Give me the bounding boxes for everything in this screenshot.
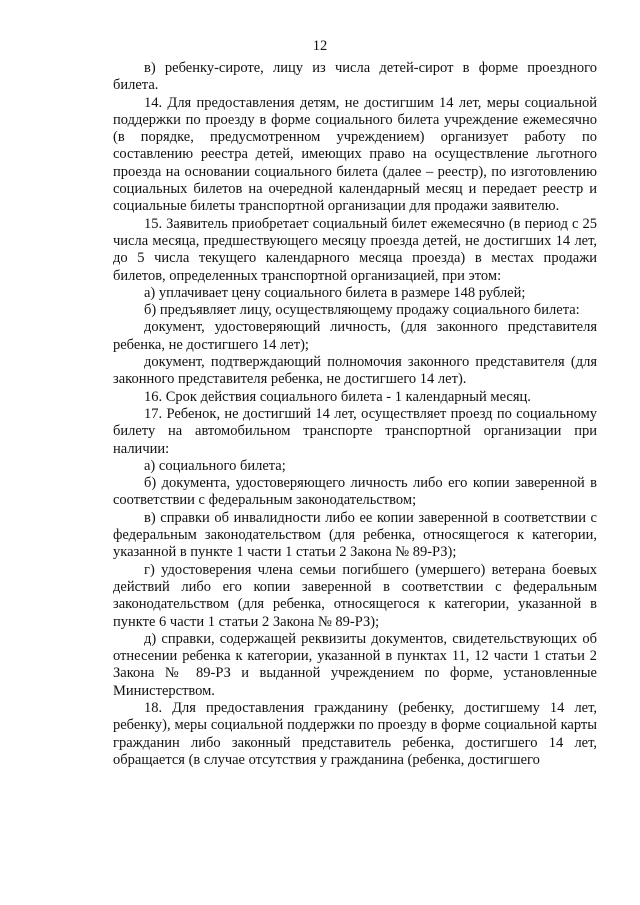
paragraph-15: 15. Заявитель приобретает социальный билет ежемесячно (в период с 25 числа месяца, предшествующего месяцу проезда детей, не достигших 14 лет, до 5 числа текущего календарного месяца проезда) в местах продажи билетов, определенных транспортной организацией, при этом: [113, 215, 597, 284]
paragraph-16: 16. Срок действия социального билета - 1 календарный месяц. [144, 388, 531, 405]
paragraph-17a: а) социального билета; [144, 457, 286, 474]
paragraph-15b-doc-authority: документ, подтверждающий полномочия законного представителя (для законного представителя ребенка, не достигшего 14 лет). [113, 354, 597, 388]
paragraph-14: 14. Для предоставления детям, не достигшим 14 лет, меры социальной поддержки по проезду в форме социального билета учреждение ежемесячно (в порядке, предусмотренном учреждением) организует работу по составлению реестра детей, имеющих право на осуществление льготного проезда на основании социального билета (далее – реестр), по изготовлению социальных билетов на очередной календарный месяц и передает реестр и социальные билеты транспортной организации для продажи заявителю. [113, 94, 597, 215]
paragraph-15a: а) уплачивает цену социального билета в размере 148 рублей; [144, 284, 526, 301]
paragraph-15b-doc-identity: документ, удостоверяющий личность, (для законного представителя ребенка, не достигшего 14 лет); [113, 319, 597, 353]
page-number: 12 [312, 38, 328, 54]
paragraph-15b: б) предъявляет лицу, осуществляющему продажу социального билета: [144, 302, 580, 319]
paragraph-17v: в) справки об инвалидности либо ее копии заверенной в соответствии с федеральным законодательством (для ребенка, относящегося к категории, указанной в пункте 1 части 1 статьи 2 Закона № 89-РЗ); [113, 509, 597, 561]
paragraph-3v: в) ребенку-сироте, лицу из числа детей-сирот в форме проездного билета. [113, 60, 597, 94]
paragraph-18: 18. Для предоставления гражданину (ребенку, достигшему 14 лет, ребенку), меры социальной поддержки по проезду в форме социальной карты гражданин либо законный представитель ребенка, достигшего 14 лет, обращается (в случае отсутствия у гражданина (ребенка, достигшего [113, 699, 597, 768]
paragraph-17d: д) справки, содержащей реквизиты документов, свидетельствующих об отнесении ребенка к категории, указанной в пунктах 11, 12 части 1 статьи 2 Закона № 89-РЗ и выданной учреждением по форме, установленные Министерством. [113, 630, 597, 699]
document-body [113, 60, 597, 769]
paragraph-17: 17. Ребенок, не достигший 14 лет, осуществляет проезд по социальному билету на автомобильном транспорте транспортной организации при наличии: [113, 405, 597, 457]
paragraph-17b: б) документа, удостоверяющего личность либо его копии заверенной в соответствии с федеральным законодательством; [113, 475, 597, 509]
paragraph-17g: г) удостоверения члена семьи погибшего (умершего) ветерана боевых действий либо его копии заверенной в соответствии с федеральным законодательством (для ребенка, относящегося к категории, указанной в пункте 6 части 1 статьи 2 Закона № 89-РЗ); [113, 561, 597, 630]
